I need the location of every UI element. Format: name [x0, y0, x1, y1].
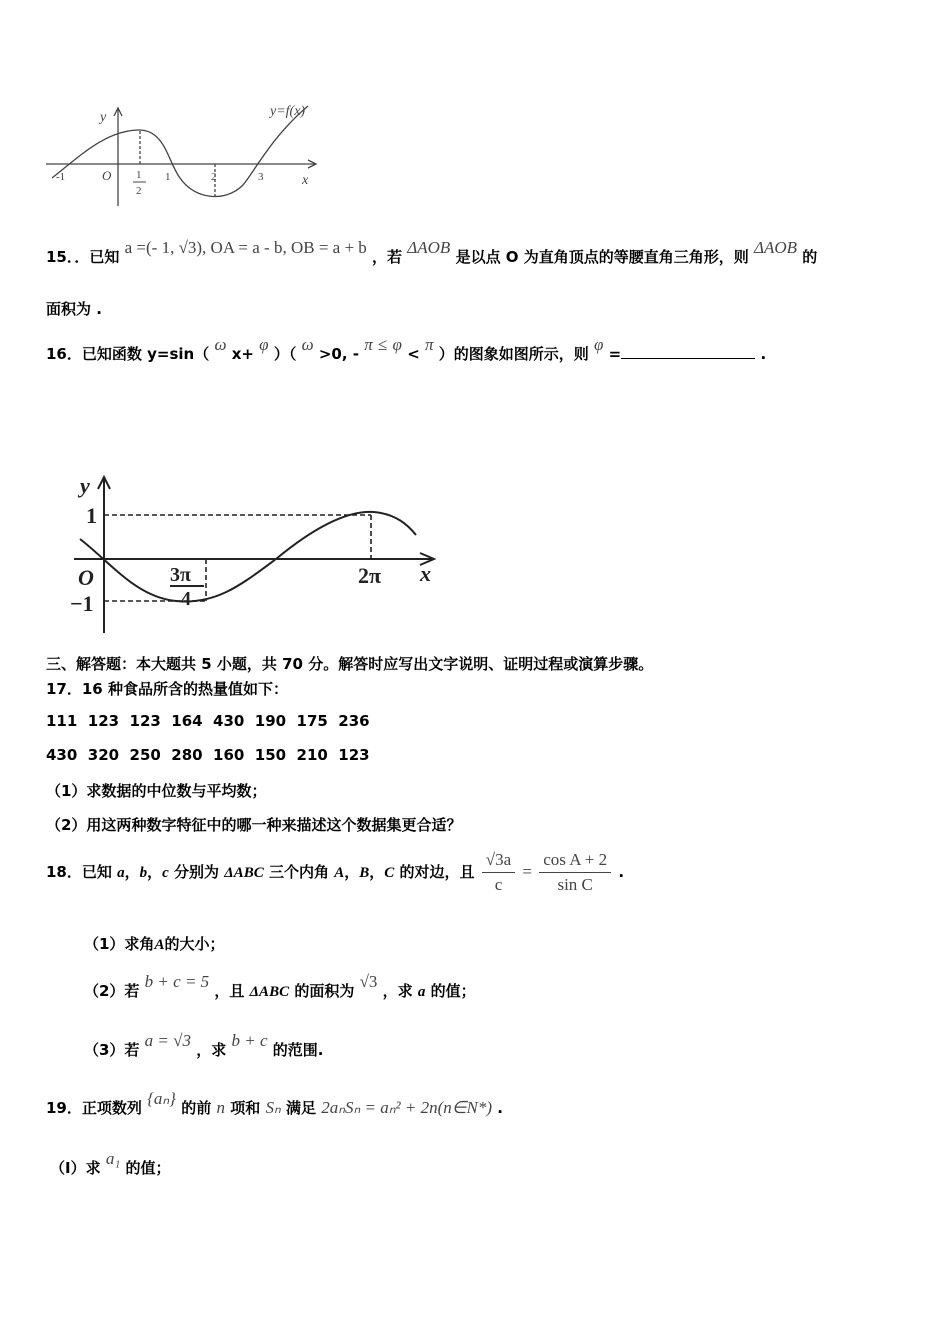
q16-lt: < [407, 345, 420, 363]
q19-p1-tail: 的值； [125, 1159, 171, 1177]
graph2-y-label: y [80, 473, 90, 498]
graph-x-label: x [302, 173, 309, 188]
q18-p2-label: （2）若 [84, 982, 140, 1000]
q16-answer-blank[interactable] [621, 344, 755, 359]
q18-p2-abc: ΔABC [249, 984, 290, 1000]
q18-p2-tail: 的值； [430, 982, 476, 1000]
graph2-three-pi: 3π [170, 564, 191, 586]
q18-part-2 [84, 972, 476, 1001]
graph-tick-3: 3 [258, 171, 264, 183]
question-15-line2: 面积为 . [46, 300, 102, 318]
graph2-neg-one: −1 [70, 591, 94, 616]
q18-p2-a: a [417, 984, 426, 1000]
q16-end: . [760, 345, 767, 363]
q19-t3: 满足 [285, 1099, 316, 1117]
q15-triangle-aob: ΔAOB [407, 238, 451, 257]
q18-number: 18．已知 [46, 863, 112, 881]
q15-vectors-math: a =(- 1, √3), OA = a - b, OB = a + b [124, 238, 367, 257]
q18-c: c [162, 865, 169, 881]
q15-text3: 是以点 O 为直角顶点的等腰直角三角形，则 [455, 248, 749, 266]
q18-p2-sqrt: √3 [359, 972, 378, 991]
q18-p1-label: （1）求角 [84, 935, 155, 953]
q18-B: B [359, 865, 370, 881]
graph2-x-label: x [420, 561, 431, 586]
question-17-title: 17．16 种食品所含的热量值如下： [46, 680, 288, 698]
q16-phi: φ [259, 335, 269, 354]
q18-p3-label: （3）若 [84, 1041, 140, 1059]
question-15-line1 [46, 238, 818, 267]
q15-number: 15．．已知 [46, 248, 120, 266]
q18-comma1: ， [124, 863, 140, 881]
q18-comma2: ， [147, 863, 163, 881]
q18-p2-t2: 的面积为 [294, 982, 355, 1000]
q18-p1-tail: 的大小； [164, 935, 225, 953]
q17-part-1: （1）求数据的中位数与平均数； [46, 782, 267, 800]
q19-formula: 2aₙSₙ = aₙ² + 2n(n∈N*) [321, 1098, 493, 1117]
q18-p2-t3: ，求 [382, 982, 413, 1000]
graph-tick-2: 2 [211, 171, 217, 183]
question-16 [46, 335, 767, 364]
q19-a1: a₁ [105, 1149, 121, 1168]
question-19 [46, 1089, 503, 1118]
q16-omega-2: ω [301, 335, 314, 354]
graph-func-label: y=f(x) [270, 104, 306, 119]
q17-data-row-2: 430 320 250 280 160 150 210 123 [46, 746, 370, 764]
q18-p2-math: b + c = 5 [144, 972, 210, 991]
q18-fraction-1: $\frac{√3a}{c}$ [482, 850, 515, 895]
q16-gt: >0, - [318, 345, 359, 363]
sine-graph-figure [66, 465, 446, 640]
q15-text2: ，若 [372, 248, 403, 266]
q16-paren: ）（ [273, 345, 297, 363]
q18-p3-math2: b + c [231, 1031, 268, 1050]
q18-dot: . [618, 863, 625, 881]
graph-half-den: 2 [136, 185, 142, 197]
graph-tick-neg1: -1 [56, 171, 66, 183]
q19-sequence: {aₙ} [147, 1089, 176, 1108]
q15-text4: 的 [802, 248, 818, 266]
q19-dot: . [497, 1099, 503, 1117]
graph-half-num: 1 [136, 169, 142, 181]
q18-a: a [117, 865, 125, 881]
q18-p3-tail: 的范围. [272, 1041, 324, 1059]
q19-S: Sₙ [265, 1098, 281, 1117]
q18-fraction-2: $\frac{\text{cos A + 2}}{\text{sin C}}$ [539, 850, 611, 895]
q15-triangle-aob-2: ΔAOB [754, 238, 798, 257]
q18-p3-math: a = √3 [144, 1031, 191, 1050]
q18-p1-A: A [154, 937, 165, 953]
q18-eq: = [522, 862, 532, 881]
section-3-header: 三、解答题：本大题共 5 小题，共 70 分。解答时应写出文字说明、证明过程或演算步骤。 [46, 655, 654, 673]
q18-b: b [139, 865, 148, 881]
function-graph-figure [40, 98, 330, 213]
q16-pi-2: π [425, 335, 434, 354]
graph2-one: 1 [86, 503, 97, 528]
q16-le: ≤ [377, 335, 388, 354]
graph-y-label: y [100, 110, 107, 125]
q18-p2-t1: ，且 [214, 982, 245, 1000]
q16-omega: ω [214, 335, 227, 354]
graph-tick-1: 1 [165, 171, 171, 183]
q18-p3-t1: ，求 [196, 1041, 227, 1059]
q19-p1-label: （Ⅰ）求 [50, 1159, 101, 1177]
q18-part-3 [84, 1031, 324, 1060]
q18-t3: 的对边，且 [399, 863, 475, 881]
q16-number: 16．已知函数 y=sin（ [46, 345, 210, 363]
question-18: 18．已知 a，b，c 分别为 ΔABC 三个内角 A，B，C 的对边，且 $\frac{√3a}{c}$ = $\frac{\text{cos A + 2}}{\text{sin C}}$ . [46, 850, 625, 894]
q19-part-1 [50, 1149, 171, 1178]
graph2-origin: O [78, 565, 94, 590]
q18-t1: 分别为 [174, 863, 220, 881]
q17-part-2: （2）用这两种数字特征中的哪一种来描述这个数据集更合适？ [46, 816, 462, 834]
q16-phi-3: φ [594, 335, 604, 354]
q18-A: A [334, 865, 345, 881]
q19-n: n [216, 1098, 225, 1117]
q16-pi: π [364, 335, 373, 354]
q16-eq: = [608, 345, 622, 363]
q18-abc: ΔABC [224, 865, 264, 881]
q16-phi-2: φ [392, 335, 402, 354]
q17-data-row-1: 111 123 123 164 430 190 175 236 [46, 712, 370, 730]
q16-tail: ）的图象如图所示，则 [438, 345, 589, 363]
graph-origin: O [102, 168, 112, 183]
q18-C: C [384, 865, 395, 881]
graph2-four: 4 [181, 588, 191, 610]
q19-t1: 的前 [181, 1099, 212, 1117]
q19-t2: 项和 [230, 1099, 261, 1117]
q19-number: 19．正项数列 [46, 1099, 142, 1117]
q18-part-1 [84, 933, 224, 954]
q16-x-plus: x+ [231, 345, 254, 363]
graph2-two-pi: 2π [358, 563, 382, 588]
q18-t2: 三个内角 [268, 863, 329, 881]
